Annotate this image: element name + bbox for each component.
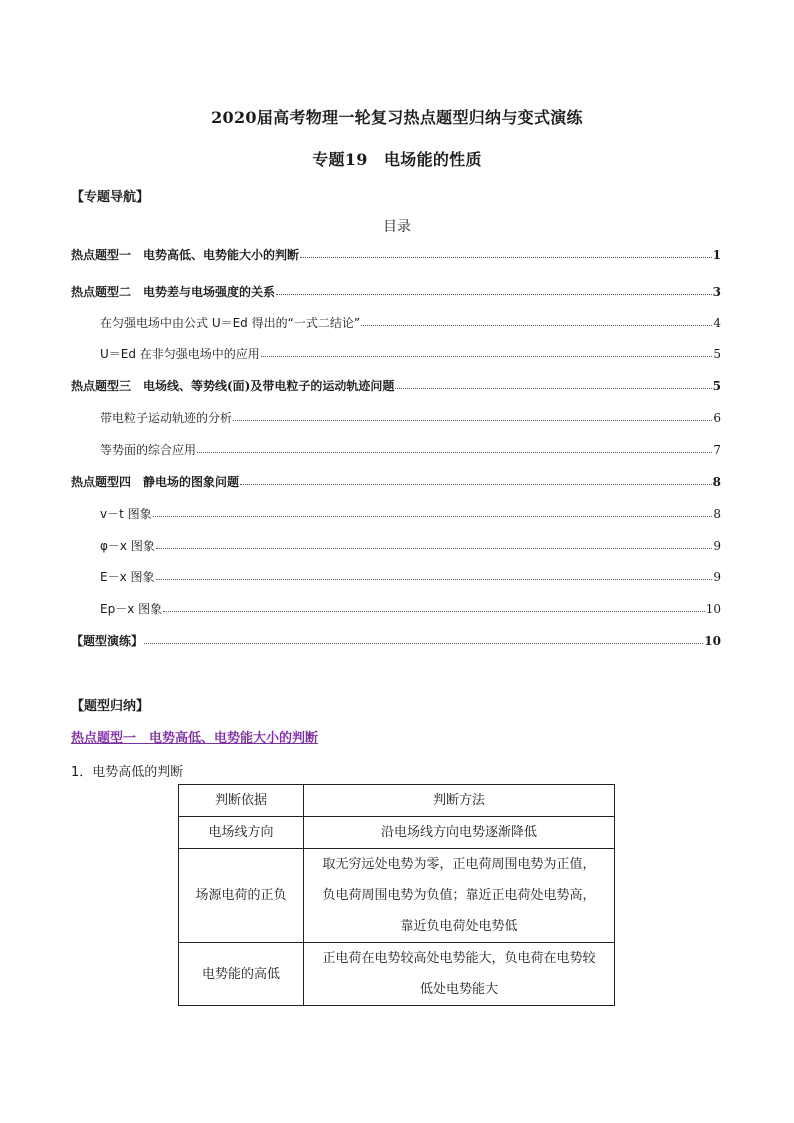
toc-entry-page: 8: [713, 507, 721, 521]
table-cell-method: [304, 943, 615, 1006]
toc-entry-page: 1: [712, 248, 721, 262]
toc-entry[interactable]: [71, 315, 721, 331]
table-cell-basis: 电势能的高低: [179, 943, 304, 1006]
table-cell-basis: 场源电荷的正负: [179, 849, 304, 943]
toc-entry-label: Ep－x 图象: [100, 602, 163, 616]
toc-leader-dots: [144, 634, 703, 644]
toc-leader-dots: [300, 248, 712, 258]
toc-entry-page: 10: [704, 634, 721, 648]
toc-entry-label: 热点题型四 静电场的图象问题: [71, 475, 240, 489]
toc-entry[interactable]: [71, 284, 721, 300]
toc-entry-label: 在匀强电场中由公式 U＝Ed 得出的“一式二结论”: [100, 316, 361, 330]
toc-entry-page: 4: [713, 316, 721, 330]
table-cell-line: 低处电势能大: [419, 982, 498, 997]
table-row: [179, 817, 615, 849]
toc-leader-dots: [197, 443, 712, 453]
table-cell-method: [304, 817, 615, 849]
toc-entry-label: E－x 图象: [100, 570, 155, 584]
toc-entry-page: 3: [712, 285, 721, 299]
toc-entry[interactable]: [71, 346, 721, 362]
table-cell-line: 负电荷周围电势为负值；靠近正电荷处电势高，: [322, 888, 596, 903]
item-heading: 1．电势高低的判断: [71, 765, 184, 780]
toc-entry[interactable]: [71, 410, 721, 426]
toc-leader-dots: [240, 475, 712, 485]
toc-leader-dots: [163, 602, 705, 612]
toc-entry-page: 5: [713, 347, 721, 361]
toc-entry[interactable]: [71, 378, 721, 394]
document-title: 2020届高考物理一轮复习热点题型归纳与变式演练: [211, 108, 583, 127]
toc-entry[interactable]: [71, 633, 721, 649]
toc-entry-label: 【题型演练】: [71, 634, 144, 648]
toc-entry-page: 10: [705, 602, 721, 616]
toc-leader-dots: [153, 507, 713, 517]
table-header-cell: 判断方法: [304, 785, 615, 817]
toc-entry-page: 5: [712, 379, 721, 393]
table-cell-basis: 电场线方向: [179, 817, 304, 849]
toc-leader-dots: [276, 285, 712, 295]
toc-entry-page: 9: [713, 570, 721, 584]
guina-heading: 【题型归纳】: [71, 699, 150, 714]
judgment-table: [178, 784, 615, 1006]
toc-label: 目录: [383, 219, 411, 235]
table-cell-line: 取无穷远处电势为零，正电荷周围电势为正值，: [322, 857, 596, 872]
nav-heading: 【专题导航】: [71, 190, 150, 205]
toc-entry-page: 6: [713, 411, 721, 425]
toc-leader-dots: [233, 411, 712, 421]
table-row: [179, 943, 615, 1006]
toc-entry-page: 8: [712, 475, 721, 489]
table-header-row: [179, 785, 615, 817]
toc-entry-label: 热点题型一 电势高低、电势能大小的判断: [71, 248, 300, 262]
toc-entry[interactable]: [71, 442, 721, 458]
toc-entry-label: v－t 图象: [100, 507, 152, 521]
toc-entry-label: 热点题型二 电势差与电场强度的关系: [71, 285, 276, 299]
table-cell-line: 靠近负电荷处电势低: [400, 919, 518, 934]
section-link-topic-one[interactable]: 热点题型一 电势高低、电势能大小的判断: [71, 731, 319, 746]
toc-entry[interactable]: [71, 247, 721, 263]
toc-entry-label: U＝Ed 在非匀强电场中的应用: [100, 347, 260, 361]
toc-entry-label: 热点题型三 电场线、等势线(面)及带电粒子的运动轨迹问题: [71, 379, 395, 393]
toc-entry-label: 等势面的综合应用: [100, 443, 197, 457]
toc-entry-page: 7: [713, 443, 721, 457]
table-row: [179, 849, 615, 943]
toc-entry[interactable]: [71, 538, 721, 554]
toc-leader-dots: [395, 379, 711, 389]
toc-leader-dots: [156, 570, 713, 580]
toc-entry[interactable]: [71, 569, 721, 585]
toc-leader-dots: [156, 539, 713, 549]
table-header-cell: 判断依据: [179, 785, 304, 817]
toc-leader-dots: [261, 347, 713, 357]
table-cell-method: [304, 849, 615, 943]
document-subtitle: 专题19 电场能的性质: [312, 150, 482, 169]
toc-entry-page: 9: [713, 539, 721, 553]
toc-entry[interactable]: [71, 506, 721, 522]
toc-entry-label: 带电粒子运动轨迹的分析: [100, 411, 233, 425]
toc-leader-dots: [361, 316, 712, 326]
table-cell-line: 正电荷在电势较高处电势能大，负电荷在电势较: [322, 951, 596, 966]
toc-entry[interactable]: [71, 601, 721, 617]
table-cell-line: 沿电场线方向电势逐渐降低: [380, 825, 537, 840]
toc-entry[interactable]: [71, 474, 721, 490]
toc-entry-label: φ－x 图象: [100, 539, 155, 553]
